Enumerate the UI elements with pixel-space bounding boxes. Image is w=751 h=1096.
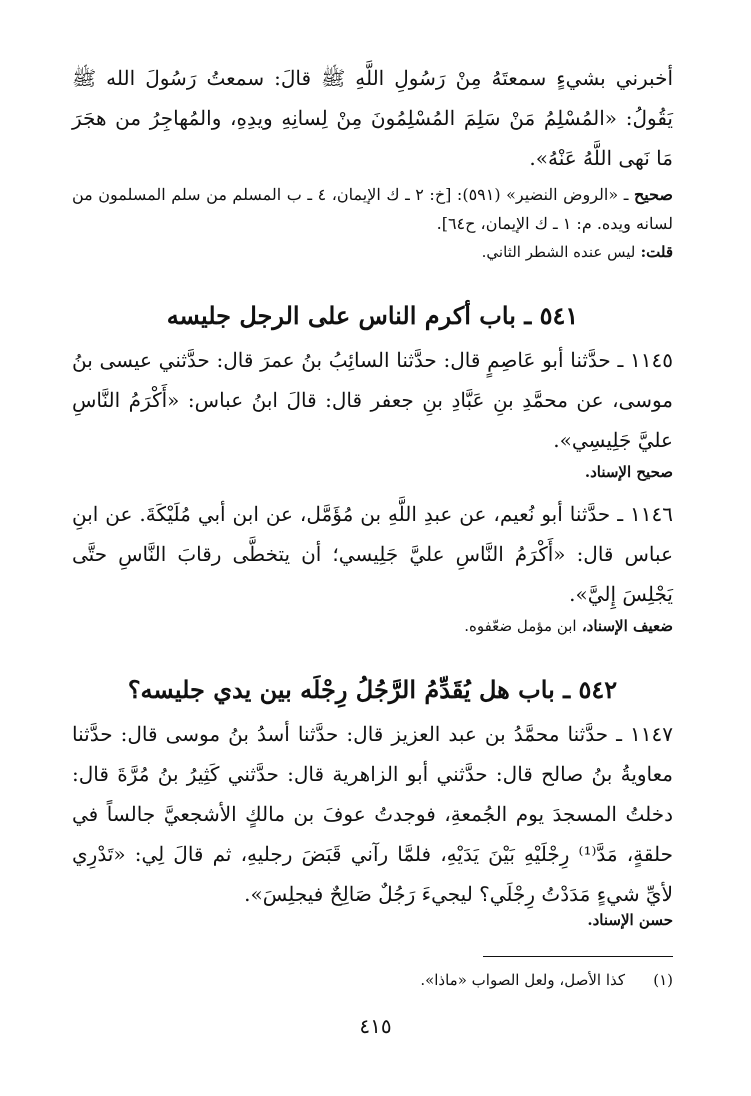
remark-label: قلت:: [635, 243, 673, 261]
takhrij-note: [72, 180, 673, 238]
hadith-1147: ١١٤٧ ـ حدَّثنا محمَّدُ بن عبد العزيز قال: حدَّثنا أسدُ بنُ موسى قال: حدَّثنا معاويةُ بنُ صالح قال: حدَّثني أبو الزاهرية قال: حدَّثني كَثِيرُ بنُ مُرَّةَ قال: دخلتُ المسجدَ يوم الجُمعةِ، فوجدتُ عوفَ بن مالكٍ الأشجعيَّ جالساً في حلقةٍ، مَدَّ⁽¹⁾ رِجْلَيْهِ بَيْنَ يَدَيْهِ، فلمَّا رآني قَبَضَ رجليهِ، ثم قالَ لِي: «تَدْرِي لأيِّ شيءٍ مَدَدْتُ رِجْلَي؟ ليجيءَ رَجُلٌ صَالِحٌ فيجلِسَ».: [72, 722, 673, 906]
grade-1146: [72, 614, 673, 638]
footnote-divider: [483, 956, 673, 957]
grade-1145: [72, 460, 673, 484]
grade-1146-text: ابن مؤمل ضعّفوه.: [464, 617, 577, 635]
hadith-tail-text: أخبرني بشيءٍ سمعتَهُ مِنْ رَسُولِ اللَّهِ ﷺ قالَ: سمعتُ رَسُولَ الله ﷺ يَقُولُ: «المُسْلِمُ مَنْ سَلِمَ المُسْلِمُونَ مِنْ لِسانِهِ ويدِهِ، والمُهاجِرُ من هجَرَ مَا نَهى اللَّهُ عَنْهُ».: [72, 66, 673, 170]
grade-1147: [72, 908, 673, 932]
takhrij-note-text: ـ «الروض النضير» (٥٩١): [خ: ٢ ـ ك الإيمان، ٤ ـ ب المسلم من سلم المسلمون من لسانه ويده. م: ١ ـ ك الإيمان، ح٦٤].: [72, 185, 673, 233]
grade-1145-text: صحيح الإسناد.: [584, 463, 673, 481]
remark: [72, 240, 673, 264]
footnote: [72, 968, 673, 992]
footnote-number: (١): [653, 971, 673, 989]
grade-1146-label: ضعيف الإسناد،: [576, 617, 673, 635]
chapter-541-heading: ٥٤١ ـ باب أكرم الناس على الرجل جليسه: [166, 301, 579, 330]
hadith-1146: ١١٤٦ ـ حدَّثنا أبو نُعيم، عن عبدِ اللَّهِ بن مُؤَمَّل، عن ابن أبي مُلَيْكَةَ. عن ابنِ عباس قال: «أَكْرَمُ النَّاسِ عليَّ جَلِيسي؛ أن يتخطَّى رقابَ النَّاسِ حتَّى يَجْلِسَ إِليَّ».: [72, 502, 673, 606]
grade-1147-text: حسن الإسناد.: [587, 911, 673, 929]
chapter-542-heading: ٥٤٢ ـ باب هل يُقَدِّمُ الرَّجُلُ رِجْلَه بين يدي جليسه؟: [127, 675, 618, 704]
page-number: ٤١٥: [359, 1014, 392, 1038]
footnote-text: كذا الأصل، ولعل الصواب «ماذا».: [420, 971, 625, 989]
hadith-1145: ١١٤٥ ـ حدَّثنا أبو عَاصِمٍ قال: حدَّثنا السائِبُ بنُ عمرَ قال: حدَّثني عيسى بنُ موسى، عن محمَّدِ بنِ عَبَّادِ بنِ جعفر قال: قالَ ابنُ عباس: «أَكْرَمُ النَّاسِ عليَّ جَلِيسِي».: [72, 348, 673, 452]
remark-text: ليس عنده الشطر الثاني.: [481, 243, 636, 261]
takhrij-note-label: صحيح: [633, 185, 674, 204]
